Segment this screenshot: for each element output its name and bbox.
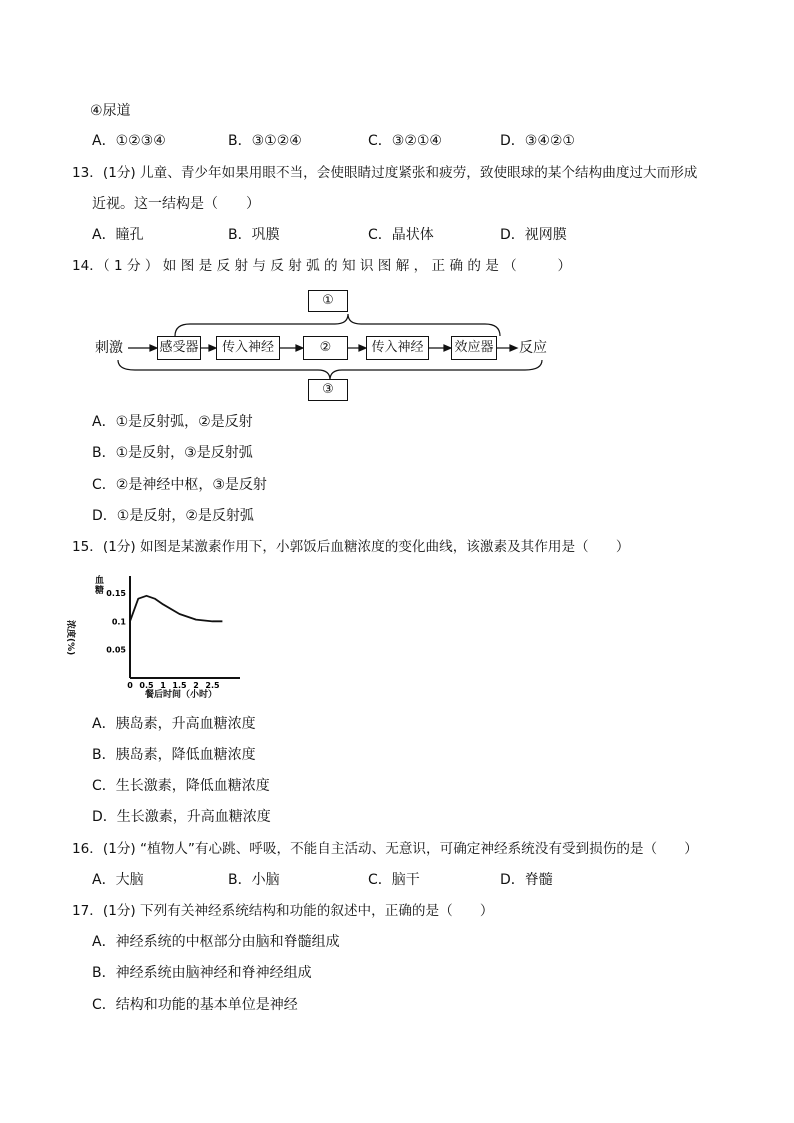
q13-option-c: C．晶状体 [368,227,434,243]
q12-option-d: D．③④②① [500,133,575,149]
chart-y-tick-label: 0.05 [106,645,126,655]
q13-stem-line2: 近视。这一结构是（ ） [92,196,260,212]
diagram-response-label: 反应 [519,340,547,356]
chart-ylabel-rest: 浓度(%) [65,620,75,656]
q13-option-a: A．瞳孔 [92,227,144,243]
q12-option-c: C．③②①④ [368,133,442,149]
chart-x-tick-label: 2 [193,681,199,690]
q17-option-c: C．结构和功能的基本单位是神经 [92,997,298,1013]
q16-option-b: B．小脑 [228,872,280,888]
q12-item-4: ④尿道 [90,103,131,119]
diagram-box-2: ② [303,336,348,360]
q14-option-c: C．②是神经中枢，③是反射 [92,477,267,493]
q13-option-d: D．视网膜 [500,227,567,243]
q14-stem: 14．（ 1 分 ） 如 图 是 反 射 与 反 射 弧 的 知 识 图 解 ， 正 确 的 是 （ ） [72,258,572,274]
q16-option-d: D．脊髓 [500,872,553,888]
q15-option-a: A．胰岛素，升高血糖浓度 [92,716,256,732]
q13-stem-line1: 13．(1分) 儿童、青少年如果用眼不当，会使眼睛过度紧张和疲劳，致使眼球的某个结构曲度过大而形成 [72,165,698,181]
diagram-box-3: ③ [308,379,348,401]
chart-ylabel-top: 血糖 [95,576,105,596]
chart-x-tick-label: 1 [160,681,166,690]
q14-option-b: B．①是反射，③是反射弧 [92,445,253,461]
blood-sugar-chart [90,570,250,705]
q15-stem: 15．(1分) 如图是某激素作用下，小郭饭后血糖浓度的变化曲线，该激素及其作用是（ ） [72,539,630,555]
q17-stem: 17．(1分) 下列有关神经系统结构和功能的叙述中，正确的是（ ） [72,903,494,919]
chart-y-tick-label: 0.15 [106,589,126,598]
diagram-box-1: ① [308,290,348,312]
diagram-nerve-box-2: 传入神经 [366,336,429,360]
chart-x-tick-label: 0 [127,681,133,690]
chart-series-line [130,596,222,622]
diagram-effector-box: 效应器 [451,336,497,360]
q14-option-a: A．①是反射弧，②是反射 [92,414,253,430]
chart-x-tick-label: 0.5 [139,681,154,690]
q13-option-b: B．巩膜 [228,227,280,243]
q16-stem: 16．(1分) “植物人”有心跳、呼吸，不能自主活动、无意识，可确定神经系统没有受到损伤的是（ ） [72,841,698,857]
q16-option-c: C．脑干 [368,872,420,888]
q15-option-d: D．生长激素，升高血糖浓度 [92,809,271,825]
diagram-stimulus-label: 刺激 [95,340,123,356]
q12-option-a: A．①②③④ [92,133,166,149]
diagram-afferent-nerve-box: 传入神经 [216,336,280,360]
q17-option-a: A．神经系统的中枢部分由脑和脊髓组成 [92,934,340,950]
chart-xlabel: 餐后时间（小时） [145,690,218,700]
chart-y-tick-label: 0.1 [111,617,126,627]
q12-option-b: B．③①②④ [228,133,302,149]
chart-x-tick-label: 2.5 [205,681,220,690]
q14-option-d: D．①是反射，②是反射弧 [92,508,254,524]
q15-option-b: B．胰岛素，降低血糖浓度 [92,747,256,763]
q17-option-b: B．神经系统由脑神经和脊神经组成 [92,965,312,981]
diagram-receptor-box: 感受器 [157,336,201,360]
q16-option-a: A．大脑 [92,872,144,888]
chart-x-tick-label: 1.5 [172,681,187,690]
q15-option-c: C．生长激素，降低血糖浓度 [92,778,270,794]
